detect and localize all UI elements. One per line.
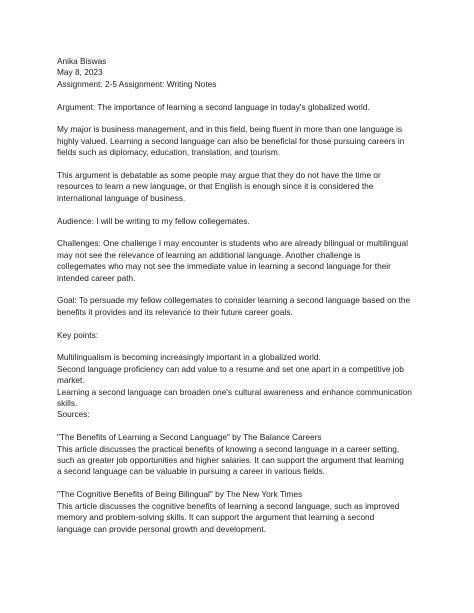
- text-line: fields such as diplomacy, education, translation, and tourism.: [57, 147, 281, 158]
- argument-paragraph: [57, 102, 429, 113]
- text-line: highly valued. Learning a second language can also be beneficial for those pursuing careers in: [57, 135, 405, 146]
- key-point: skills.: [57, 398, 78, 409]
- sources-heading: Sources:: [57, 409, 90, 420]
- audience-paragraph: [57, 216, 429, 227]
- key-points-list: [57, 352, 429, 409]
- text-line: Goal: To persuade my fellow collegemates to consider learning a second language based on the: [57, 295, 411, 306]
- key-point: Multilingualism is becoming increasingly important in a globalized world.: [57, 352, 321, 363]
- key-points-heading: Key points:: [57, 329, 99, 340]
- source-item: [57, 489, 429, 535]
- goal-paragraph: [57, 295, 429, 318]
- document-page: [57, 56, 429, 546]
- text-line: may not see the relevance of learning an additional language. Another challenge is: [57, 249, 361, 260]
- text-line: This argument is debatable as some people may argue that they do not have the time or: [57, 170, 381, 181]
- text-line: a second language can be valuable in pursuing a career in various fields.: [57, 466, 325, 477]
- document-header: [57, 56, 429, 90]
- text-line: such as greater job opportunities and higher salaries. It can support the argument that learning: [57, 455, 404, 466]
- text-line: collegemates who may not see the immediate value in learning a second language for their: [57, 261, 391, 272]
- text-line: This article discusses the cognitive benefits of learning a second language, such as improved: [57, 500, 400, 511]
- text-line: intended career path.: [57, 272, 136, 283]
- text-line: This article discusses the practical benefits of knowing a second language in a career setting,: [57, 443, 400, 454]
- major-paragraph: [57, 124, 429, 158]
- debatable-paragraph: [57, 170, 429, 204]
- source-title: "The Benefits of Learning a Second Language" by The Balance Careers: [57, 432, 322, 443]
- document-date: May 8, 2023: [57, 67, 103, 78]
- assignment-title: Assignment: 2-5 Assignment: Writing Notes: [57, 78, 217, 89]
- key-points-heading-block: [57, 330, 429, 341]
- text-line: international language of business.: [57, 192, 186, 203]
- challenges-paragraph: [57, 238, 429, 284]
- author-name: Anika Biswas: [57, 56, 107, 66]
- source-item: [57, 432, 429, 478]
- source-title: "The Cognitive Benefits of Being Bilingual" by The New York Times: [57, 489, 303, 500]
- text-line: My major is business management, and in this field, being fluent in more than one language is: [57, 124, 402, 135]
- text-line: resources to learn a new language, or that English is enough since it is considered the: [57, 181, 374, 192]
- key-point: Second language proficiency can add value to a resume and set one apart in a competitive job: [57, 363, 404, 374]
- text-line: Audience: I will be writing to my fellow collegemates.: [57, 215, 250, 226]
- text-line: memory and problem-solving skills. It can support the argument that learning a second: [57, 512, 375, 523]
- key-point: Learning a second language can broaden one's cultural awareness and enhance communication: [57, 386, 412, 397]
- text-line: Challenges: One challenge I may encounter is students who are already bilingual or multilingual: [57, 238, 408, 249]
- text-line: Argument: The importance of learning a second language in today's globalized world.: [57, 101, 370, 112]
- sources-heading-block: [57, 409, 429, 420]
- text-line: language can provide personal growth and development.: [57, 523, 266, 534]
- key-point: market.: [57, 375, 85, 386]
- text-line: benefits it provides and its relevance to their future career goals.: [57, 306, 293, 317]
